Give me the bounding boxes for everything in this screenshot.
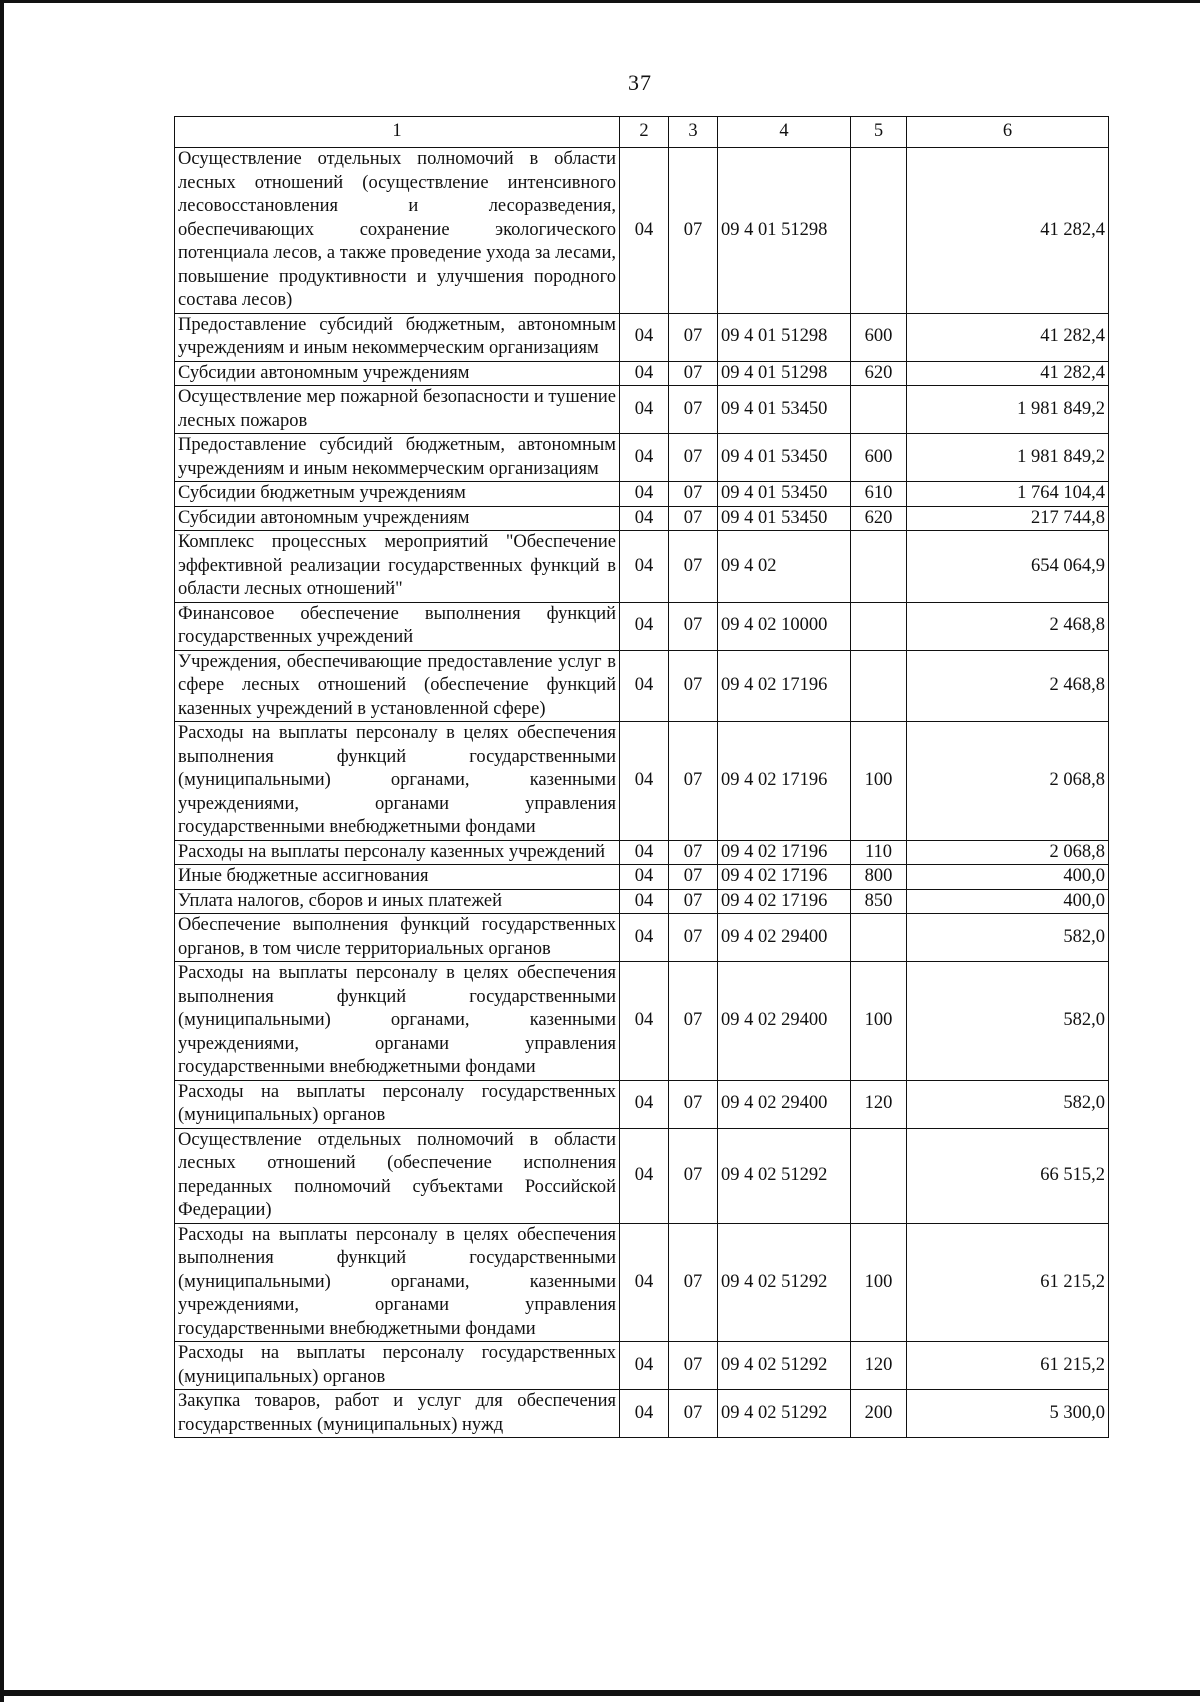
row-section: 04 bbox=[620, 865, 669, 890]
row-name: Финансовое обеспечение выполнения функций государственных учреждений bbox=[175, 602, 620, 650]
row-target-code: 09 4 02 29400 bbox=[718, 914, 851, 962]
row-expense-type: 850 bbox=[851, 889, 907, 914]
row-subsection: 07 bbox=[669, 313, 718, 361]
row-target-code: 09 4 02 17196 bbox=[718, 840, 851, 865]
table-row bbox=[175, 434, 1109, 482]
row-subsection: 07 bbox=[669, 865, 718, 890]
row-target-code: 09 4 02 51292 bbox=[718, 1223, 851, 1342]
row-amount: 2 468,8 bbox=[907, 602, 1109, 650]
row-expense-type: 100 bbox=[851, 962, 907, 1081]
row-target-code: 09 4 02 51292 bbox=[718, 1390, 851, 1438]
row-target-code: 09 4 02 bbox=[718, 531, 851, 603]
table-row bbox=[175, 1390, 1109, 1438]
row-target-code: 09 4 02 17196 bbox=[718, 650, 851, 722]
row-expense-type: 100 bbox=[851, 722, 907, 841]
table-row bbox=[175, 386, 1109, 434]
row-expense-type: 200 bbox=[851, 1390, 907, 1438]
row-name: Уплата налогов, сборов и иных платежей bbox=[175, 889, 620, 914]
table-row bbox=[175, 313, 1109, 361]
row-name: Осуществление отдельных полномочий в области лесных отношений (осуществление интенсивного лесовосстановления и лесоразведения, обеспечивающих сохранение экологического потенциала лесов, а также проведение ухода за лесами, повышение продуктивности и улучшения породного состава лесов) bbox=[175, 148, 620, 314]
row-section: 04 bbox=[620, 386, 669, 434]
row-section: 04 bbox=[620, 602, 669, 650]
row-amount: 400,0 bbox=[907, 889, 1109, 914]
row-amount: 582,0 bbox=[907, 962, 1109, 1081]
row-expense-type bbox=[851, 1128, 907, 1223]
table-row bbox=[175, 722, 1109, 841]
row-target-code: 09 4 01 53450 bbox=[718, 386, 851, 434]
row-amount: 217 744,8 bbox=[907, 506, 1109, 531]
row-subsection: 07 bbox=[669, 1223, 718, 1342]
row-subsection: 07 bbox=[669, 889, 718, 914]
row-expense-type bbox=[851, 531, 907, 603]
table-row bbox=[175, 482, 1109, 507]
row-expense-type: 110 bbox=[851, 840, 907, 865]
table-row bbox=[175, 962, 1109, 1081]
row-amount: 2 068,8 bbox=[907, 840, 1109, 865]
table-row bbox=[175, 506, 1109, 531]
row-subsection: 07 bbox=[669, 506, 718, 531]
column-header-expense-type: 5 bbox=[851, 117, 907, 148]
table-row bbox=[175, 602, 1109, 650]
row-section: 04 bbox=[620, 962, 669, 1081]
row-subsection: 07 bbox=[669, 650, 718, 722]
table-row bbox=[175, 1128, 1109, 1223]
table-row bbox=[175, 1080, 1109, 1128]
row-expense-type: 120 bbox=[851, 1080, 907, 1128]
row-subsection: 07 bbox=[669, 482, 718, 507]
row-target-code: 09 4 01 51298 bbox=[718, 148, 851, 314]
row-expense-type bbox=[851, 650, 907, 722]
row-amount: 654 064,9 bbox=[907, 531, 1109, 603]
row-amount: 5 300,0 bbox=[907, 1390, 1109, 1438]
row-target-code: 09 4 02 17196 bbox=[718, 865, 851, 890]
row-target-code: 09 4 02 17196 bbox=[718, 889, 851, 914]
row-name: Предоставление субсидий бюджетным, автономным учреждениям и иным некоммерческим организациям bbox=[175, 313, 620, 361]
row-name: Расходы на выплаты персоналу в целях обеспечения выполнения функций государственными (муниципальными) органами, казенными учреждениями, органами управления государственными внебюджетными фондами bbox=[175, 962, 620, 1081]
row-subsection: 07 bbox=[669, 1390, 718, 1438]
table-row bbox=[175, 889, 1109, 914]
row-section: 04 bbox=[620, 531, 669, 603]
column-header-subsection: 3 bbox=[669, 117, 718, 148]
row-amount: 66 515,2 bbox=[907, 1128, 1109, 1223]
row-section: 04 bbox=[620, 650, 669, 722]
row-expense-type: 100 bbox=[851, 1223, 907, 1342]
table-row bbox=[175, 531, 1109, 603]
column-header-section: 2 bbox=[620, 117, 669, 148]
row-subsection: 07 bbox=[669, 386, 718, 434]
row-subsection: 07 bbox=[669, 914, 718, 962]
row-target-code: 09 4 02 10000 bbox=[718, 602, 851, 650]
column-header-target-code: 4 bbox=[718, 117, 851, 148]
row-subsection: 07 bbox=[669, 1080, 718, 1128]
row-section: 04 bbox=[620, 1080, 669, 1128]
scan-left-edge bbox=[0, 0, 4, 1702]
row-name: Субсидии автономным учреждениям bbox=[175, 506, 620, 531]
row-section: 04 bbox=[620, 361, 669, 386]
row-subsection: 07 bbox=[669, 1342, 718, 1390]
row-section: 04 bbox=[620, 1223, 669, 1342]
row-expense-type: 610 bbox=[851, 482, 907, 507]
row-section: 04 bbox=[620, 889, 669, 914]
row-target-code: 09 4 02 17196 bbox=[718, 722, 851, 841]
row-target-code: 09 4 01 51298 bbox=[718, 361, 851, 386]
row-subsection: 07 bbox=[669, 962, 718, 1081]
row-target-code: 09 4 01 53450 bbox=[718, 482, 851, 507]
row-section: 04 bbox=[620, 1128, 669, 1223]
row-name: Осуществление отдельных полномочий в области лесных отношений (обеспечение исполнения переданных полномочий субъектами Российской Федерации) bbox=[175, 1128, 620, 1223]
row-name: Иные бюджетные ассигнования bbox=[175, 865, 620, 890]
row-subsection: 07 bbox=[669, 148, 718, 314]
row-subsection: 07 bbox=[669, 531, 718, 603]
row-expense-type bbox=[851, 386, 907, 434]
row-name: Субсидии бюджетным учреждениям bbox=[175, 482, 620, 507]
row-section: 04 bbox=[620, 840, 669, 865]
row-amount: 1 764 104,4 bbox=[907, 482, 1109, 507]
table-row bbox=[175, 650, 1109, 722]
row-amount: 1 981 849,2 bbox=[907, 386, 1109, 434]
row-subsection: 07 bbox=[669, 602, 718, 650]
row-expense-type: 620 bbox=[851, 506, 907, 531]
row-subsection: 07 bbox=[669, 1128, 718, 1223]
row-section: 04 bbox=[620, 482, 669, 507]
row-target-code: 09 4 02 29400 bbox=[718, 1080, 851, 1128]
row-subsection: 07 bbox=[669, 434, 718, 482]
row-subsection: 07 bbox=[669, 722, 718, 841]
row-section: 04 bbox=[620, 1390, 669, 1438]
column-header-amount: 6 bbox=[907, 117, 1109, 148]
table-header-row bbox=[175, 117, 1109, 148]
budget-table bbox=[174, 116, 1109, 1438]
row-section: 04 bbox=[620, 434, 669, 482]
row-expense-type: 800 bbox=[851, 865, 907, 890]
row-subsection: 07 bbox=[669, 361, 718, 386]
row-expense-type bbox=[851, 148, 907, 314]
row-name: Обеспечение выполнения функций государственных органов, в том числе территориальных органов bbox=[175, 914, 620, 962]
row-target-code: 09 4 01 51298 bbox=[718, 313, 851, 361]
row-expense-type: 620 bbox=[851, 361, 907, 386]
row-name: Комплекс процессных мероприятий "Обеспечение эффективной реализации государственных функций в области лесных отношений" bbox=[175, 531, 620, 603]
row-amount: 61 215,2 bbox=[907, 1342, 1109, 1390]
row-amount: 41 282,4 bbox=[907, 313, 1109, 361]
row-section: 04 bbox=[620, 313, 669, 361]
row-amount: 61 215,2 bbox=[907, 1223, 1109, 1342]
row-expense-type: 600 bbox=[851, 434, 907, 482]
row-target-code: 09 4 02 51292 bbox=[718, 1128, 851, 1223]
row-amount: 2 468,8 bbox=[907, 650, 1109, 722]
table-row bbox=[175, 148, 1109, 314]
row-expense-type: 600 bbox=[851, 313, 907, 361]
scan-top-edge bbox=[0, 0, 1200, 3]
row-target-code: 09 4 02 29400 bbox=[718, 962, 851, 1081]
row-expense-type: 120 bbox=[851, 1342, 907, 1390]
row-name: Расходы на выплаты персоналу государственных (муниципальных) органов bbox=[175, 1342, 620, 1390]
row-subsection: 07 bbox=[669, 840, 718, 865]
table-row bbox=[175, 840, 1109, 865]
row-amount: 400,0 bbox=[907, 865, 1109, 890]
table-body bbox=[175, 148, 1109, 1438]
row-amount: 41 282,4 bbox=[907, 361, 1109, 386]
row-name: Учреждения, обеспечивающие предоставление услуг в сфере лесных отношений (обеспечение функций казенных учреждений в установленной сфере) bbox=[175, 650, 620, 722]
table-row bbox=[175, 1223, 1109, 1342]
row-amount: 582,0 bbox=[907, 1080, 1109, 1128]
page-number: 37 bbox=[628, 70, 652, 95]
row-target-code: 09 4 02 51292 bbox=[718, 1342, 851, 1390]
row-name: Расходы на выплаты персоналу в целях обеспечения выполнения функций государственными (муниципальными) органами, казенными учреждениями, органами управления государственными внебюджетными фондами bbox=[175, 722, 620, 841]
row-section: 04 bbox=[620, 1342, 669, 1390]
row-name: Субсидии автономным учреждениям bbox=[175, 361, 620, 386]
row-section: 04 bbox=[620, 506, 669, 531]
row-name: Расходы на выплаты персоналу государственных (муниципальных) органов bbox=[175, 1080, 620, 1128]
table-row bbox=[175, 865, 1109, 890]
row-name: Расходы на выплаты персоналу казенных учреждений bbox=[175, 840, 620, 865]
scan-bottom-edge bbox=[0, 1690, 1200, 1696]
table-row bbox=[175, 1342, 1109, 1390]
row-target-code: 09 4 01 53450 bbox=[718, 434, 851, 482]
row-name: Закупка товаров, работ и услуг для обеспечения государственных (муниципальных) нужд bbox=[175, 1390, 620, 1438]
row-section: 04 bbox=[620, 914, 669, 962]
row-expense-type bbox=[851, 602, 907, 650]
table-row bbox=[175, 361, 1109, 386]
row-name: Расходы на выплаты персоналу в целях обеспечения выполнения функций государственными (муниципальными) органами, казенными учреждениями, органами управления государственными внебюджетными фондами bbox=[175, 1223, 620, 1342]
row-section: 04 bbox=[620, 722, 669, 841]
row-amount: 1 981 849,2 bbox=[907, 434, 1109, 482]
table-row bbox=[175, 914, 1109, 962]
row-amount: 41 282,4 bbox=[907, 148, 1109, 314]
row-target-code: 09 4 01 53450 bbox=[718, 506, 851, 531]
row-name: Предоставление субсидий бюджетным, автономным учреждениям и иным некоммерческим организациям bbox=[175, 434, 620, 482]
row-amount: 2 068,8 bbox=[907, 722, 1109, 841]
row-section: 04 bbox=[620, 148, 669, 314]
row-name: Осуществление мер пожарной безопасности и тушение лесных пожаров bbox=[175, 386, 620, 434]
row-amount: 582,0 bbox=[907, 914, 1109, 962]
column-header-name: 1 bbox=[175, 117, 620, 148]
row-expense-type bbox=[851, 914, 907, 962]
